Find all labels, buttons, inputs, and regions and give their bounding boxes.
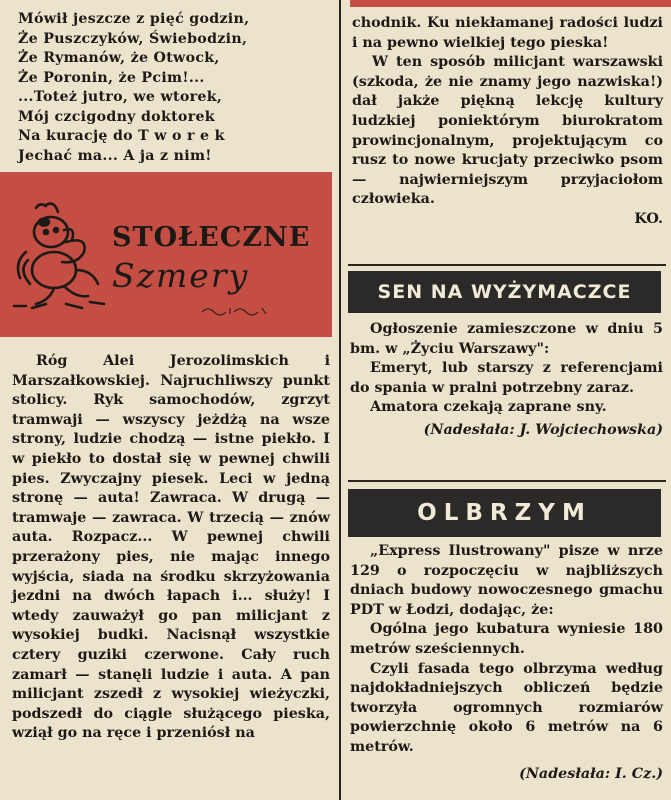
feature-header-box: [0, 172, 332, 337]
olbrzym-credit: (Nadesłała: I. Cz.): [519, 765, 663, 782]
poem-line: Mój czcigodny doktorek: [18, 108, 215, 125]
section-divider: [348, 264, 666, 266]
feature-heading-szmery: Szmery: [112, 256, 250, 295]
story-continuation: [352, 14, 663, 229]
continuation-paragraph: W ten sposób milicjant warszawski (szkoda, że nie znamy jego nazwiska!) dał jakże piękną lekcję kultury ludzkiej poniektórym biurokratom prowincjonalnym, projektującym co rusz to nowe krucjaty przeciwko psom — najwierniejszym przyjaciołom człowieka.: [352, 54, 663, 208]
story-text: Róg Alei Jerozolimskich i Marszałkowskiej. Najruchliwszy punkt stolicy. Ryk samochodów, zgrzyt tramwaji — wszyscy jeżdżą na wsze strony, ludzie chodzą — istne piekło. I w piekło to dostał się w pewnej chwili pies. Zwyczajny piesek. Leci w jedną stronę — auta! Zawraca. W drugą — tramwaje — zawraca. W trzecią — znów auta. Rozpacz... W pewnej chwili przerażony pies, nie mając innego wyjścia, siada na środku skrzyżowania jezdni na dwóch łapach i... służy! I wtedy zauważył go pan milicjant z wysokiej budki. Nacisnął wszystkie cztery guziki czerwone. Cały ruch zamarł — stanęli ludzie i auta. A pan milicjant zszedł z wysokiej wieżyczki, podszedł do ciągle służącego pieska, wziął go na ręce i przeniósł na: [12, 353, 330, 742]
poem-line: Że Rymanów, że Otwock,: [18, 50, 220, 66]
olbrzym-paragraph: Czyli fasada tego olbrzyma według najdokładniejszych obliczeń będzie tworzyła ogromnych rozmiarów powierzchnię około 6 metrów na 6 metrów.: [350, 660, 663, 755]
poem: [0, 0, 340, 166]
left-column: [0, 0, 340, 742]
olbrzym-section: [350, 542, 663, 784]
poem-line: Jechać ma... A ja z nim!: [18, 147, 212, 164]
olbrzym-paragraph: „Express Ilustrowany" pisze w nrze 129 o rozpoczęciu w najbliższych dniach budowy nowoczesnego gmachu PDT w Łodzi, dodając, że:: [350, 543, 663, 618]
sen-quote: Emeryt, lub starszy z referencjami do spania w pralni potrzebny zaraz.: [350, 360, 663, 396]
sen-paragraph: Amatora czekają zaprane sny.: [370, 399, 607, 416]
continuation-paragraph: chodnik. Ku niekłamanej radości ludzi i na pewno wielkiej tego pieska!: [352, 15, 663, 51]
poem-line: Mówił jeszcze z pięć godzin,: [18, 11, 250, 27]
poem-line: Że Poronin, że Pcim!...: [18, 69, 205, 86]
top-red-bar: [350, 0, 671, 7]
poem-line: Na kurację do T w o r e k: [18, 128, 225, 144]
author-signature: KO.: [634, 210, 663, 227]
sen-section: [350, 320, 663, 440]
sen-credit: (Nadesłała: J. Wojciechowska): [423, 421, 663, 438]
olbrzym-quote: Ogólna jego kubatura wyniesie 180 metrów sześciennych.: [350, 621, 663, 657]
olbrzym-banner-title: OLBRZYM: [417, 500, 592, 526]
sen-paragraph: Ogłoszenie zamieszczone w dniu 5 bm. w „Życiu Warszawy":: [350, 321, 663, 357]
illustrator-signature-icon: [200, 304, 270, 316]
section-divider: [348, 480, 666, 482]
olbrzym-banner: [348, 489, 661, 537]
sen-banner: [348, 271, 661, 313]
sen-banner-title: SEN NA WYŻYMACZCE: [377, 281, 632, 303]
feature-heading-stoleczne: STOŁECZNE: [112, 222, 311, 253]
poem-line: Że Puszczyków, Świebodzin,: [18, 30, 248, 47]
mascot-illustration-icon: [6, 200, 116, 315]
poem-line: ...Toteż jutro, we wtorek,: [18, 89, 223, 105]
